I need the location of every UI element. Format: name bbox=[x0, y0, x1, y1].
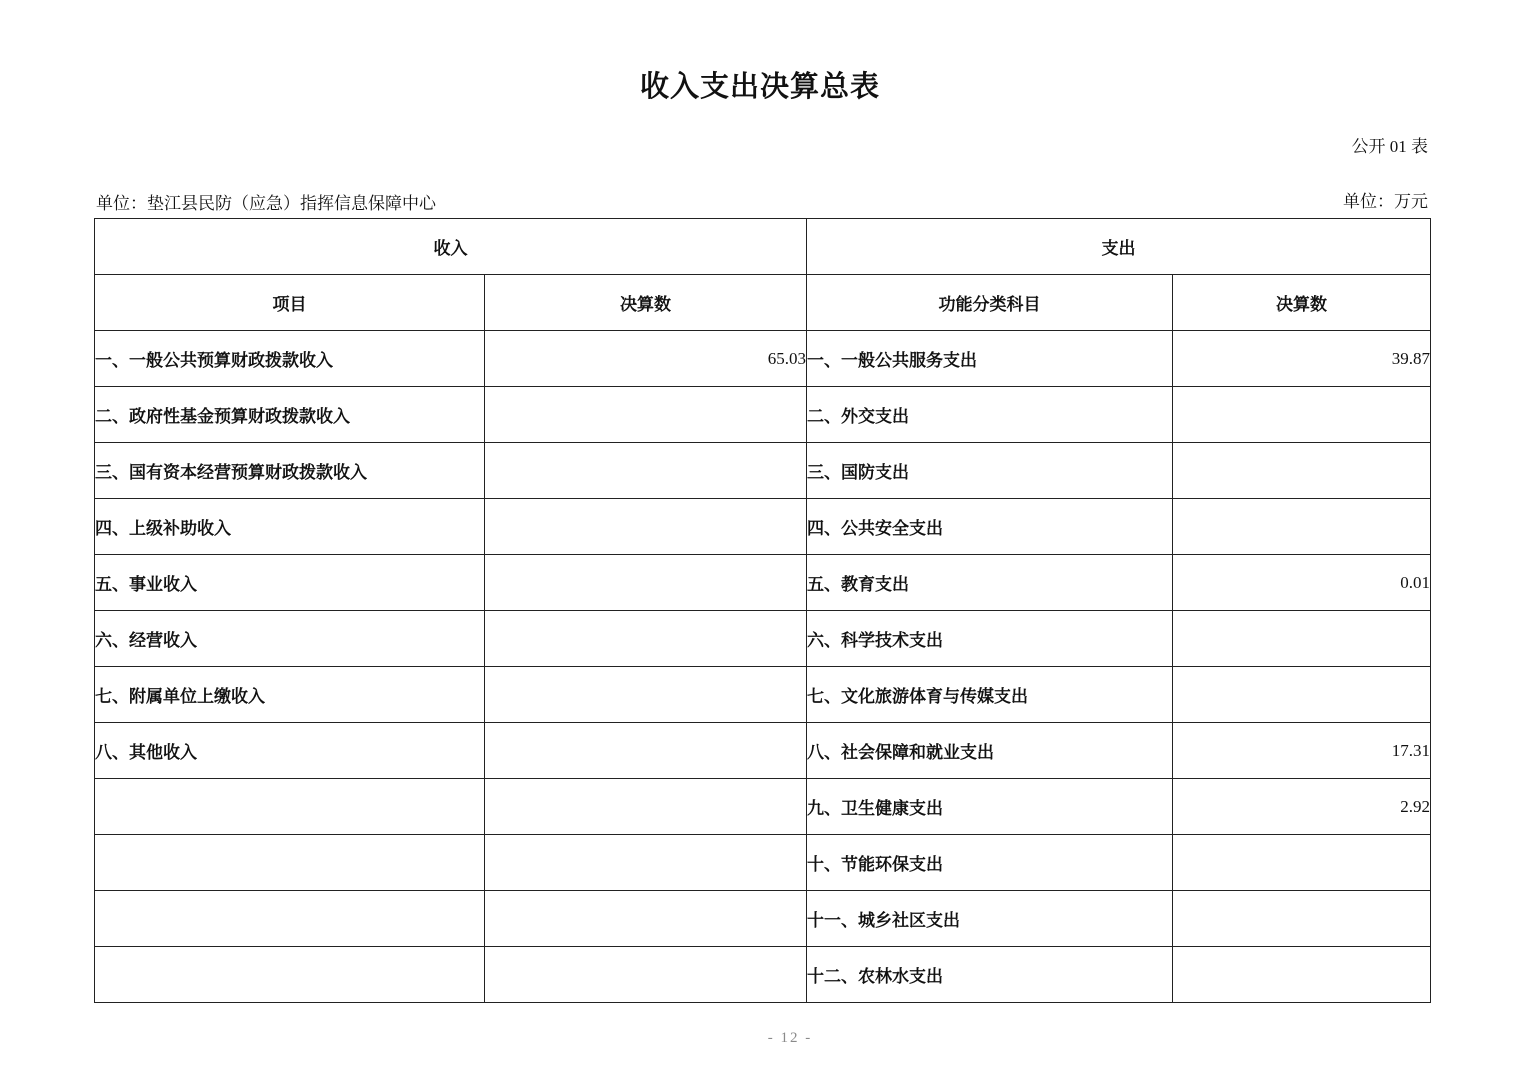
expense-item-cell: 二、外交支出 bbox=[807, 387, 1173, 443]
income-amount-cell bbox=[485, 947, 807, 1003]
table-row bbox=[95, 555, 1431, 611]
income-item-cell: 七、附属单位上缴收入 bbox=[95, 667, 485, 723]
income-item-cell bbox=[95, 891, 485, 947]
income-amount-header: 决算数 bbox=[485, 275, 807, 331]
income-amount-cell bbox=[485, 779, 807, 835]
table-row bbox=[95, 779, 1431, 835]
expense-amount-cell bbox=[1173, 499, 1431, 555]
expense-item-cell: 三、国防支出 bbox=[807, 443, 1173, 499]
income-amount-cell bbox=[485, 723, 807, 779]
income-item-cell: 六、经营收入 bbox=[95, 611, 485, 667]
expense-amount-cell: 2.92 bbox=[1173, 779, 1431, 835]
table-body bbox=[95, 331, 1431, 1003]
table-header bbox=[95, 219, 1431, 331]
expense-item-cell: 十一、城乡社区支出 bbox=[807, 891, 1173, 947]
income-item-cell bbox=[95, 779, 485, 835]
income-item-cell: 三、国有资本经营预算财政拨款收入 bbox=[95, 443, 485, 499]
expense-item-cell: 十、节能环保支出 bbox=[807, 835, 1173, 891]
income-amount-cell bbox=[485, 443, 807, 499]
expense-item-cell: 一、一般公共服务支出 bbox=[807, 331, 1173, 387]
page-number: - 12 - bbox=[767, 1030, 813, 1046]
expense-item-cell: 四、公共安全支出 bbox=[807, 499, 1173, 555]
table-row bbox=[95, 835, 1431, 891]
income-amount-cell bbox=[485, 667, 807, 723]
income-amount-cell bbox=[485, 387, 807, 443]
table-row bbox=[95, 667, 1431, 723]
group-header-row bbox=[95, 219, 1431, 275]
income-group-header: 收入 bbox=[95, 219, 807, 275]
expense-item-cell: 五、教育支出 bbox=[807, 555, 1173, 611]
reporting-unit: 单位：垫江县民防（应急）指挥信息保障中心 bbox=[96, 194, 436, 213]
table-row bbox=[95, 891, 1431, 947]
table-row bbox=[95, 499, 1431, 555]
expense-group-header: 支出 bbox=[807, 219, 1431, 275]
expense-amount-cell bbox=[1173, 947, 1431, 1003]
table-row bbox=[95, 443, 1431, 499]
column-header-row bbox=[95, 275, 1431, 331]
expense-item-header: 功能分类科目 bbox=[807, 275, 1173, 331]
income-amount-cell bbox=[485, 555, 807, 611]
expense-amount-cell bbox=[1173, 387, 1431, 443]
form-code: 公开 01 表 bbox=[1351, 137, 1428, 156]
page-title: 收入支出决算总表 bbox=[639, 71, 880, 103]
expense-item-cell: 十二、农林水支出 bbox=[807, 947, 1173, 1003]
income-item-cell bbox=[95, 947, 485, 1003]
income-amount-cell: 65.03 bbox=[485, 331, 807, 387]
income-amount-cell bbox=[485, 611, 807, 667]
expense-amount-cell bbox=[1173, 891, 1431, 947]
expense-amount-cell: 17.31 bbox=[1173, 723, 1431, 779]
income-item-cell bbox=[95, 835, 485, 891]
income-item-cell: 五、事业收入 bbox=[95, 555, 485, 611]
income-item-cell: 八、其他收入 bbox=[95, 723, 485, 779]
income-item-cell: 二、政府性基金预算财政拨款收入 bbox=[95, 387, 485, 443]
expense-amount-cell bbox=[1173, 611, 1431, 667]
table-row bbox=[95, 723, 1431, 779]
income-item-cell: 一、一般公共预算财政拨款收入 bbox=[95, 331, 485, 387]
expense-amount-cell bbox=[1173, 835, 1431, 891]
expense-item-cell: 九、卫生健康支出 bbox=[807, 779, 1173, 835]
expense-amount-header: 决算数 bbox=[1173, 275, 1431, 331]
income-amount-cell bbox=[485, 835, 807, 891]
income-item-cell: 四、上级补助收入 bbox=[95, 499, 485, 555]
income-expense-table bbox=[94, 218, 1431, 1003]
expense-amount-cell bbox=[1173, 667, 1431, 723]
table-row bbox=[95, 947, 1431, 1003]
income-amount-cell bbox=[485, 891, 807, 947]
expense-item-cell: 七、文化旅游体育与传媒支出 bbox=[807, 667, 1173, 723]
expense-amount-cell: 39.87 bbox=[1173, 331, 1431, 387]
income-amount-cell bbox=[485, 499, 807, 555]
table-row bbox=[95, 387, 1431, 443]
income-item-header: 项目 bbox=[95, 275, 485, 331]
expense-item-cell: 八、社会保障和就业支出 bbox=[807, 723, 1173, 779]
expense-amount-cell bbox=[1173, 443, 1431, 499]
expense-item-cell: 六、科学技术支出 bbox=[807, 611, 1173, 667]
currency-unit: 单位：万元 bbox=[1343, 192, 1428, 211]
expense-amount-cell: 0.01 bbox=[1173, 555, 1431, 611]
table-row bbox=[95, 331, 1431, 387]
table-row bbox=[95, 611, 1431, 667]
